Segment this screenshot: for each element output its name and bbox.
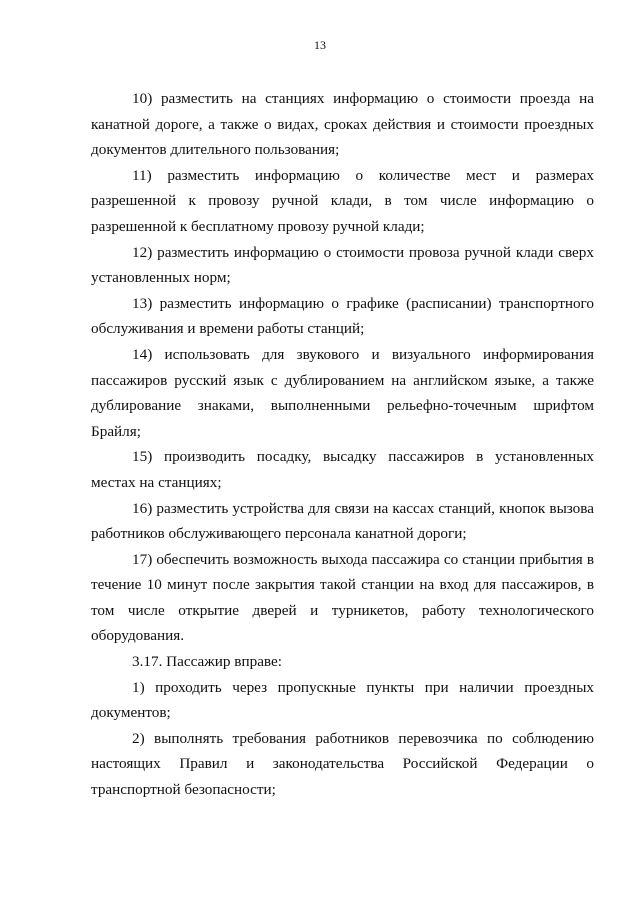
section-heading-3-17: 3.17. Пассажир вправе: bbox=[132, 653, 282, 671]
document-body bbox=[91, 86, 594, 803]
paragraph-right-2: 2) выполнять требования работников перевозчика по соблюдению настоящих Правил и законодательства Российской Федерации о транспортной безопасности; bbox=[91, 729, 594, 799]
paragraph-right-1: 1) проходить через пропускные пункты при наличии проездных документов; bbox=[91, 678, 594, 722]
paragraph-item-15: 15) производить посадку, высадку пассажиров в установленных местах на станциях; bbox=[91, 448, 594, 491]
paragraph-item-10: 10) разместить на станциях информацию о стоимости проезда на канатной дороге, а также о видах, сроках действия и стоимости проездных документов длительного пользования; bbox=[91, 90, 594, 159]
paragraph-item-11: 11) разместить информацию о количестве мест и размерах разрешенной к провозу ручной клади, в том числе информацию о разрешенной к бесплатному провозу ручной клади; bbox=[91, 166, 594, 235]
paragraph-item-14: 14) использовать для звукового и визуального информирования пассажиров русский язык с дублированием на английском языке, а также дублирование знаками, выполненными рельефно-точечным шрифтом Брайля; bbox=[91, 345, 594, 440]
paragraph-item-12: 12) разместить информацию о стоимости провоза ручной клади сверх установленных норм; bbox=[91, 243, 594, 287]
paragraph-item-13: 13) разместить информацию о графике (расписании) транспортного обслуживания и времени работы станций; bbox=[91, 294, 594, 338]
page-number: 13 bbox=[314, 38, 326, 52]
paragraph-item-16: 16) разместить устройства для связи на кассах станций, кнопок вызова работников обслуживающего персонала канатной дороги; bbox=[91, 499, 594, 543]
paragraph-item-17: 17) обеспечить возможность выхода пассажира со станции прибытия в течение 10 минут после закрытия такой станции на вход для пассажиров, в том числе открытие дверей и турникетов, работу технологического оборудования. bbox=[91, 550, 594, 645]
